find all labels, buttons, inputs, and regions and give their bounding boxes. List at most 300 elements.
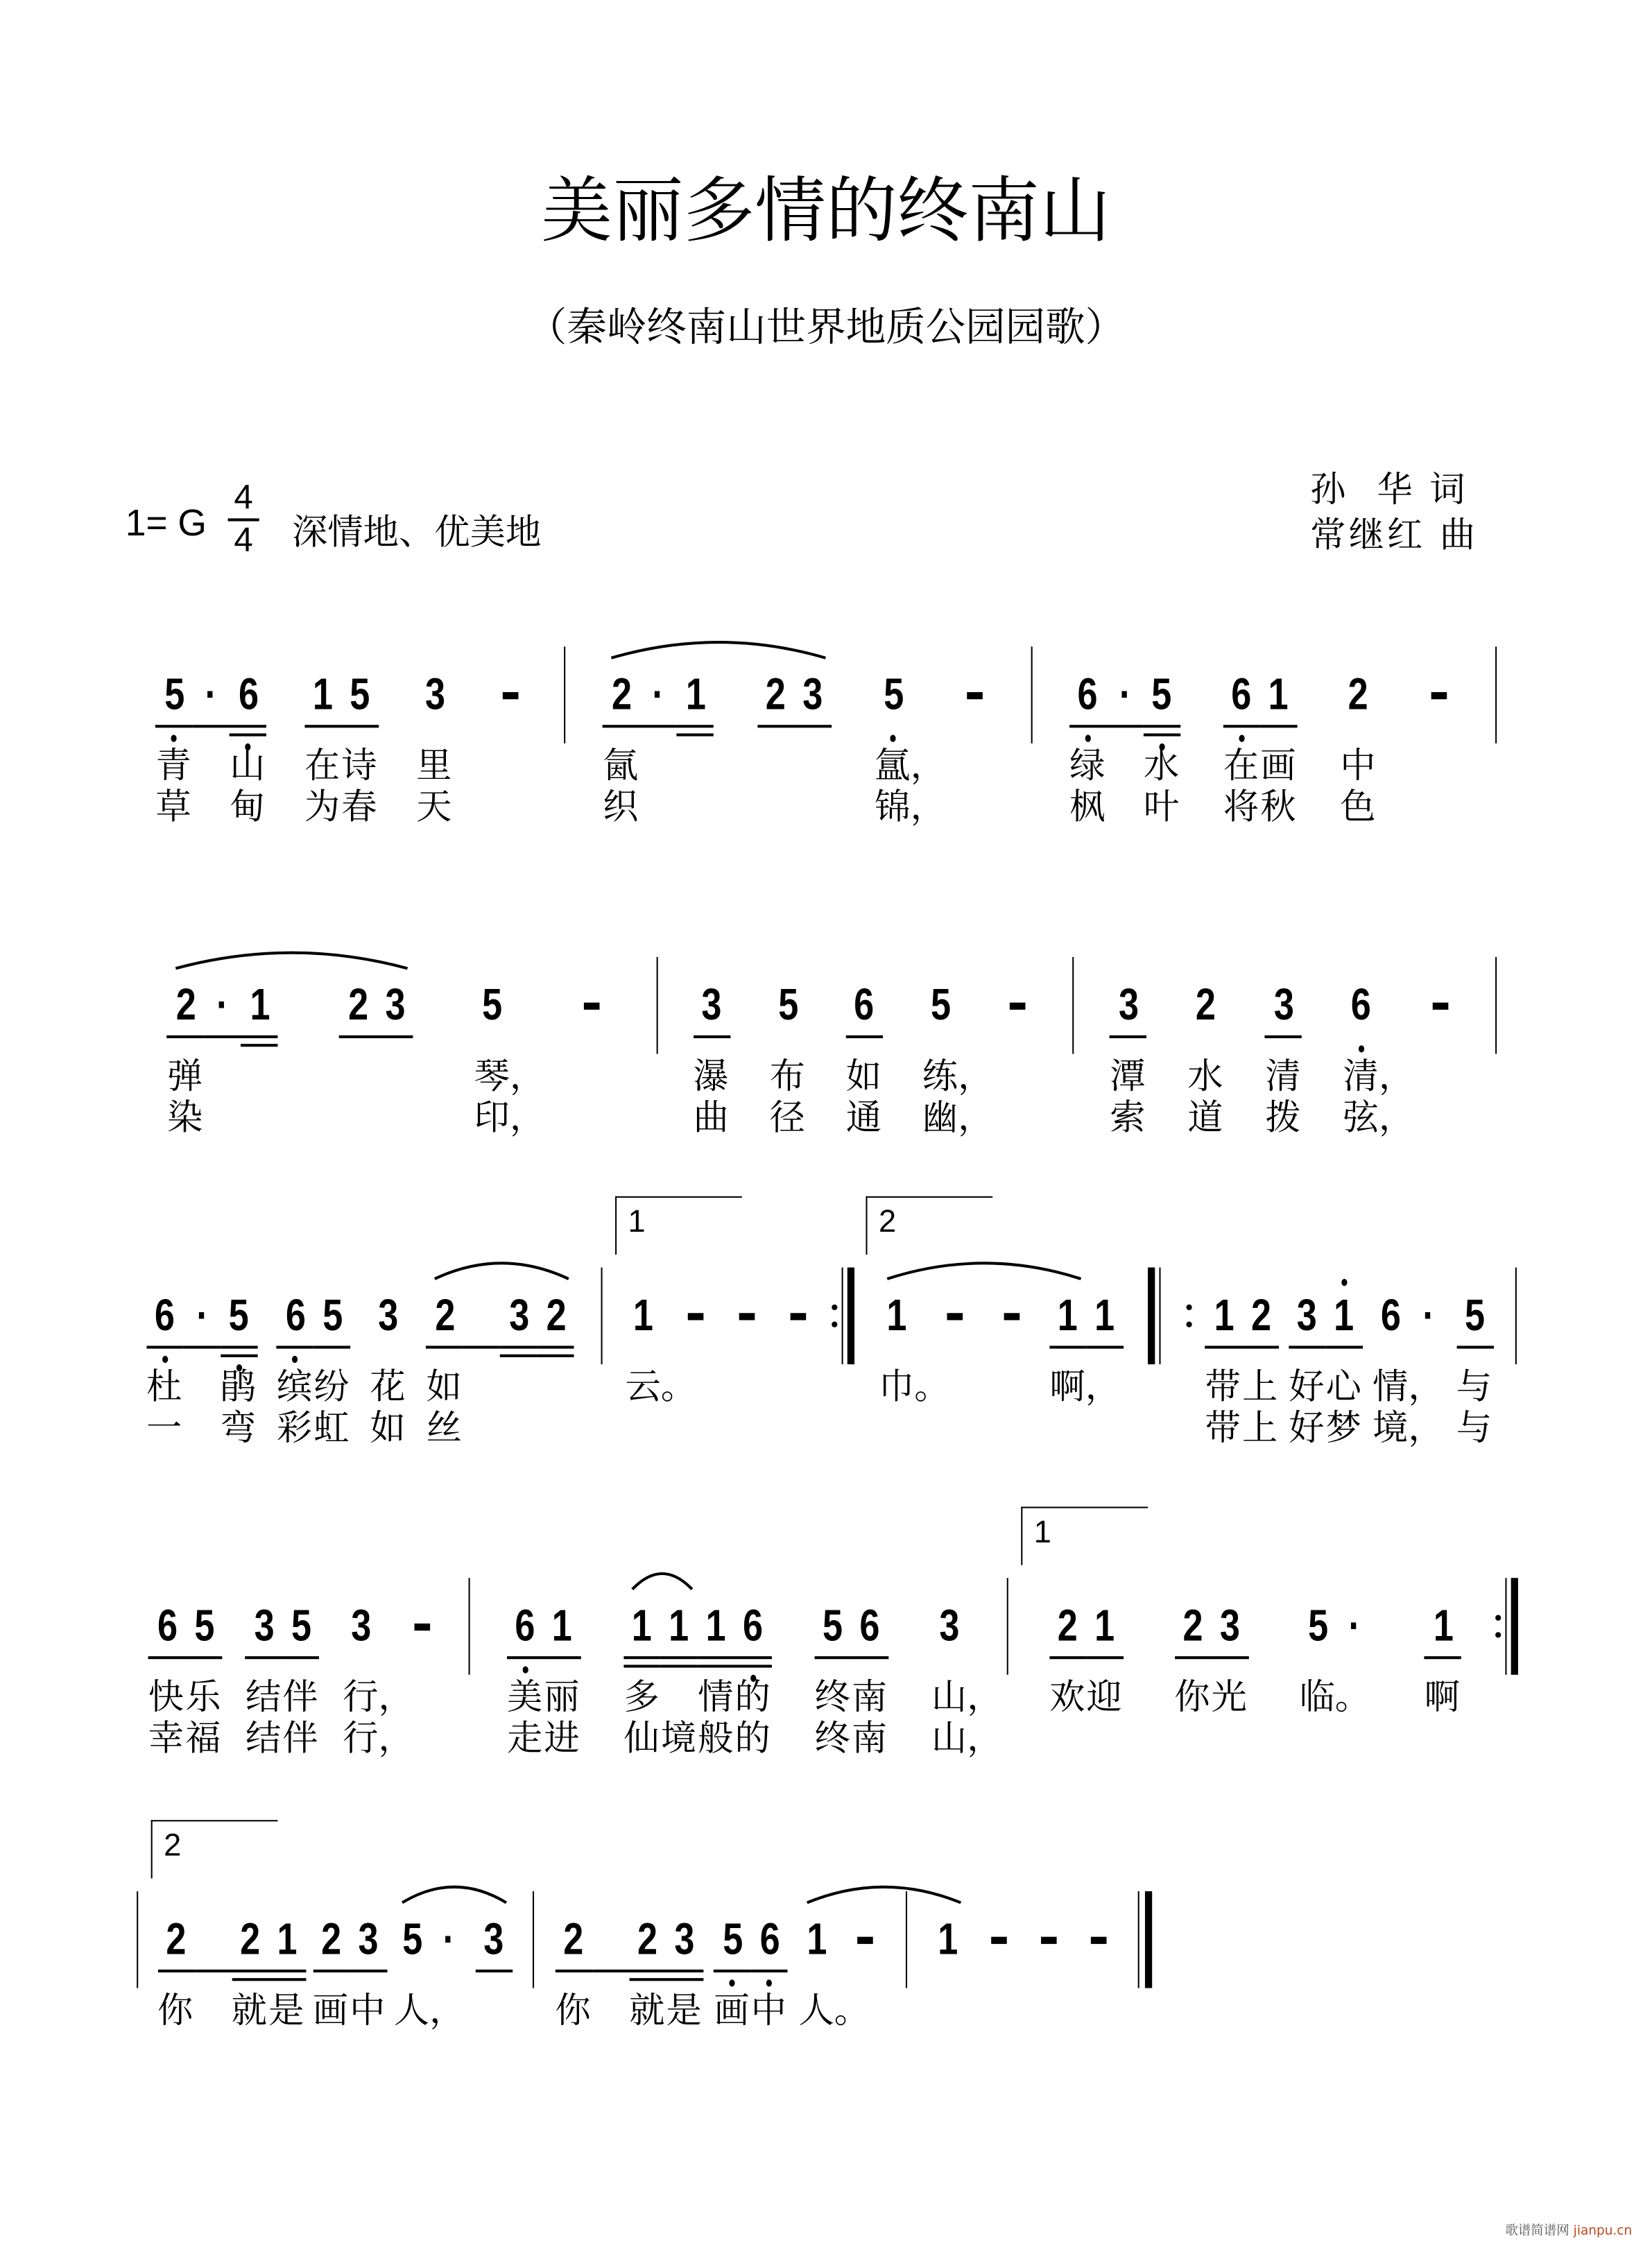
note-number: 2 xyxy=(1182,1601,1203,1651)
note-number: 2 xyxy=(175,979,196,1030)
lyric-syllable: 伴 xyxy=(282,1717,318,1759)
note-number: 2 xyxy=(166,1913,187,1964)
barline-single xyxy=(460,1595,477,1658)
measure xyxy=(1168,1284,1507,1449)
beat-group xyxy=(1420,664,1456,726)
lyric-syllable: 布 xyxy=(769,1055,806,1097)
note-number: 2 xyxy=(320,1913,341,1964)
note xyxy=(639,664,676,726)
low-octave-dot xyxy=(171,735,177,742)
underline xyxy=(507,1656,544,1659)
dash-mark xyxy=(947,1313,963,1320)
underline xyxy=(639,725,676,728)
underline xyxy=(1425,1656,1461,1659)
beat-group xyxy=(779,1284,816,1347)
lyric-syllable: 走 xyxy=(507,1717,543,1759)
note xyxy=(750,1909,788,2031)
note xyxy=(1069,664,1106,828)
barline-single xyxy=(998,1595,1015,1658)
lyric-syllable: 进 xyxy=(544,1717,580,1759)
barline-stroke xyxy=(842,1268,843,1365)
lyric-syllable: 氲， xyxy=(875,744,947,786)
note-number: 6 xyxy=(1078,669,1099,719)
note-number: 6 xyxy=(743,1601,764,1651)
lyric-syllable: 好 xyxy=(1289,1407,1325,1449)
lyric-syllable: 道 xyxy=(1187,1096,1223,1138)
note-number: 1 xyxy=(632,1601,653,1651)
note xyxy=(1265,974,1302,1138)
lyric-syllable: 中 xyxy=(750,1989,787,2031)
underline xyxy=(304,725,341,728)
note xyxy=(1409,1284,1446,1347)
underline xyxy=(376,1035,413,1038)
beat-group xyxy=(1424,1595,1461,1718)
lyric-syllable: 虹 xyxy=(313,1407,350,1449)
lyric-syllable: 境 xyxy=(660,1717,697,1759)
lyric-syllable: 你 xyxy=(157,1989,193,2031)
lyric-syllable: 山 xyxy=(230,744,266,786)
barline-single xyxy=(648,974,665,1037)
note-number: 5 xyxy=(164,669,184,719)
underline-double xyxy=(629,1978,666,1981)
beat-group xyxy=(491,664,528,726)
lyric-syllable: 人， xyxy=(393,1989,465,2031)
beat-group xyxy=(798,1909,870,2031)
underline xyxy=(232,1970,268,1972)
lyric-syllable: 弹 xyxy=(167,1055,203,1097)
lyric-syllable: 上 xyxy=(1241,1407,1278,1449)
underline xyxy=(185,1656,222,1659)
underline xyxy=(1086,1656,1123,1659)
note xyxy=(146,1284,183,1449)
note-number: 5 xyxy=(350,669,370,719)
beat-group xyxy=(1174,1595,1248,1718)
note-number: 1 xyxy=(887,1290,908,1341)
beat-group xyxy=(845,974,883,1138)
dash-extension xyxy=(491,664,528,726)
note xyxy=(1143,664,1180,828)
lyric-syllable: 好 xyxy=(1289,1366,1325,1407)
note xyxy=(714,1909,750,2031)
note-number: 3 xyxy=(802,669,823,719)
underline xyxy=(157,1970,194,1972)
dash-mark xyxy=(688,1313,704,1320)
note xyxy=(1373,1284,1444,1449)
lyric-syllable: 心 xyxy=(1325,1366,1362,1407)
underline xyxy=(1174,1656,1211,1659)
note xyxy=(537,1284,574,1347)
lyric-syllable: 与 xyxy=(1456,1407,1492,1449)
note xyxy=(1325,1284,1363,1449)
beat-group xyxy=(1340,664,1377,828)
dash-extension xyxy=(572,974,609,1037)
lyric-syllable: 般 xyxy=(698,1717,734,1759)
repeat-dot xyxy=(832,1305,837,1310)
underline xyxy=(846,1035,883,1038)
note xyxy=(1289,1284,1325,1449)
note-number: 1 xyxy=(706,1601,727,1651)
underline xyxy=(313,1345,350,1348)
measure xyxy=(128,974,648,1138)
dash-extension xyxy=(1420,664,1456,726)
time-signature-bottom: 4 xyxy=(234,521,253,560)
note xyxy=(878,1284,950,1407)
lyric-syllable: 草 xyxy=(155,786,191,828)
volta-number: 1 xyxy=(1033,1513,1051,1550)
beat-group xyxy=(1110,974,1146,1138)
underline xyxy=(463,1345,500,1348)
note xyxy=(312,1909,350,2031)
lyric-syllable: 画 xyxy=(1260,744,1296,786)
beat-group xyxy=(955,664,992,726)
note-number: 5 xyxy=(883,669,904,719)
beat-group xyxy=(304,664,379,828)
barline-single xyxy=(1487,664,1504,726)
lyric-syllable: 的 xyxy=(734,1717,771,1759)
note xyxy=(1340,664,1377,828)
lyric-syllable: 弦， xyxy=(1343,1096,1415,1138)
note-number: 3 xyxy=(254,1601,275,1651)
dash-extension xyxy=(999,974,1035,1037)
note xyxy=(500,1284,537,1347)
lyric-syllable: 多 xyxy=(623,1676,660,1718)
lyric-syllable: 行， xyxy=(343,1717,414,1759)
beat-group xyxy=(426,1284,574,1449)
note-number: 5 xyxy=(823,1601,843,1651)
note xyxy=(1343,974,1415,1138)
lyric-syllable: 迎 xyxy=(1086,1676,1122,1718)
lyric-syllable: 你 xyxy=(1174,1676,1210,1718)
barline-stroke xyxy=(1145,1891,1152,1988)
beat-group xyxy=(1456,1284,1493,1449)
note xyxy=(350,1909,386,2031)
beat-group xyxy=(999,974,1035,1037)
beat-group xyxy=(1049,1595,1124,1718)
note-number: 2 xyxy=(1058,1601,1078,1651)
dash-mark xyxy=(991,1937,1007,1944)
note xyxy=(1106,664,1143,726)
beat-group xyxy=(769,974,807,1138)
barline-single xyxy=(1022,664,1040,726)
slur xyxy=(633,1574,692,1590)
beat-group xyxy=(603,664,714,828)
note-number: 2 xyxy=(1196,979,1216,1030)
note xyxy=(431,1909,467,1971)
barline-stroke xyxy=(1515,1268,1517,1365)
note-number: 1 xyxy=(1058,1290,1078,1341)
underline xyxy=(544,1656,580,1659)
note-number: 5 xyxy=(1307,1601,1328,1651)
lyric-syllable: 如 xyxy=(426,1366,462,1407)
note xyxy=(929,1909,966,1971)
beat-group xyxy=(992,1284,1029,1347)
barline-single xyxy=(897,1909,915,1971)
note-number: 3 xyxy=(701,979,722,1030)
barline-stroke xyxy=(1495,646,1497,743)
beat-group xyxy=(1265,974,1302,1138)
lyric-syllable: 中 xyxy=(1340,744,1376,786)
underline xyxy=(341,725,378,728)
volta-bracket xyxy=(866,1196,992,1255)
note-number: 5 xyxy=(291,1601,311,1651)
volta-bracket xyxy=(1021,1506,1148,1565)
beat-group xyxy=(157,1909,306,2031)
note xyxy=(167,974,204,1138)
score-system-2 xyxy=(128,974,1504,1138)
note xyxy=(666,1909,703,2031)
note xyxy=(1336,1595,1373,1658)
lyric-syllable: 结 xyxy=(245,1676,282,1718)
note xyxy=(603,664,639,828)
note-number: 5 xyxy=(1152,669,1173,719)
note-number: 2 xyxy=(611,669,632,719)
note-number: 6 xyxy=(1232,669,1253,719)
lyric-syllable: 仙 xyxy=(623,1717,660,1759)
note xyxy=(555,1909,592,2031)
note xyxy=(1049,1284,1121,1407)
note-number: 1 xyxy=(1094,1290,1115,1341)
beat-group xyxy=(343,1595,414,1759)
lyric-syllable: 中 xyxy=(350,1989,386,2031)
lyric-syllable: 织 xyxy=(603,786,639,828)
underline xyxy=(815,1656,852,1659)
dash-mark xyxy=(502,692,518,699)
note xyxy=(1205,1284,1242,1449)
beat-group xyxy=(416,664,453,828)
underline-double xyxy=(537,1354,574,1357)
measure xyxy=(914,1909,1132,1971)
barline-stroke xyxy=(906,1891,907,1988)
note xyxy=(660,1595,698,1759)
underline xyxy=(794,725,831,728)
note-number: 1 xyxy=(1094,1601,1115,1651)
underline xyxy=(193,725,230,728)
lyric-syllable: 水 xyxy=(1187,1055,1223,1097)
note-number: 5 xyxy=(1464,1290,1485,1341)
beat-group xyxy=(1080,1909,1117,1971)
beat-group xyxy=(846,1909,883,1971)
dash-mark xyxy=(583,1003,599,1010)
underline xyxy=(1049,1656,1086,1659)
measure xyxy=(128,1284,592,1449)
repeat-dot xyxy=(1495,1615,1501,1621)
low-octave-dot xyxy=(1239,735,1244,742)
beat-group xyxy=(1223,664,1298,828)
underline xyxy=(230,725,266,728)
score-system-4 xyxy=(128,1513,1524,1759)
barline-stroke xyxy=(847,1268,854,1365)
dash-extension xyxy=(979,1909,1016,1971)
note xyxy=(231,1909,268,2031)
underline xyxy=(592,1970,629,1972)
note xyxy=(183,1284,220,1347)
barline-repeat-end xyxy=(1495,1595,1524,1658)
lyric-syllable: 拨 xyxy=(1265,1096,1301,1138)
low-octave-dot xyxy=(730,1979,735,1986)
lyric-syllable: 将 xyxy=(1223,786,1259,828)
lyric-syllable: 快 xyxy=(148,1676,184,1718)
underline xyxy=(751,1970,788,1972)
underline xyxy=(623,1656,660,1659)
volta-bracket xyxy=(615,1196,742,1255)
note-number: 5 xyxy=(228,1290,249,1341)
underline xyxy=(221,1345,257,1348)
note-number: 3 xyxy=(1219,1601,1240,1651)
underline xyxy=(167,1035,204,1038)
note-number: 6 xyxy=(1351,979,1372,1030)
note xyxy=(922,974,994,1138)
lyric-syllable: 美 xyxy=(507,1676,543,1718)
note-number: 6 xyxy=(515,1601,536,1651)
lyric-syllable: 情 xyxy=(698,1676,734,1718)
lyric-syllable: 枫 xyxy=(1069,786,1105,828)
beat-group xyxy=(1289,1284,1363,1449)
underline xyxy=(500,1345,537,1348)
note-number: 5 xyxy=(402,1913,422,1964)
note xyxy=(544,1595,580,1759)
barline-stroke xyxy=(601,1268,603,1365)
underline xyxy=(246,1656,282,1659)
low-octave-dot xyxy=(292,1356,298,1363)
note xyxy=(814,1595,852,1759)
beat-group xyxy=(1187,974,1224,1138)
beat-group xyxy=(931,1595,1003,1759)
note xyxy=(204,974,241,1037)
lyric-syllable: 山， xyxy=(931,1676,1003,1718)
barline-stroke xyxy=(1031,646,1033,743)
underline xyxy=(1223,725,1260,728)
augmentation-dot: · xyxy=(1422,1290,1434,1341)
note-number: 3 xyxy=(1118,979,1139,1030)
slur xyxy=(807,1887,961,1903)
underline-double xyxy=(623,1665,660,1667)
underline-double xyxy=(1144,734,1180,737)
note xyxy=(370,1284,406,1449)
time-signature-top: 4 xyxy=(234,478,253,517)
note xyxy=(625,1284,697,1407)
beat-group xyxy=(339,974,413,1037)
beat-group xyxy=(875,664,947,828)
score-system-5 xyxy=(128,1827,1158,2031)
lyric-syllable: 云。 xyxy=(625,1366,697,1407)
dash-extension xyxy=(1421,974,1458,1037)
repeat-dot xyxy=(1495,1632,1501,1637)
note-number: 3 xyxy=(674,1913,695,1964)
beat-group xyxy=(245,1595,320,1759)
note xyxy=(875,664,947,828)
note xyxy=(416,664,453,828)
dash-extension xyxy=(403,1595,440,1658)
underline-double xyxy=(230,734,266,737)
note xyxy=(1087,1284,1124,1347)
lyric-syllable: 在 xyxy=(1223,744,1259,786)
measure xyxy=(128,664,556,828)
underline xyxy=(426,1345,463,1348)
dash-mark xyxy=(1041,1937,1057,1944)
note-number: 6 xyxy=(759,1913,780,1964)
lyric-syllable: 结 xyxy=(245,1717,282,1759)
note-number: 1 xyxy=(633,1290,654,1341)
lyric-syllable: 行， xyxy=(343,1676,414,1718)
barline-repeat-end xyxy=(832,1284,860,1347)
dash-extension xyxy=(728,1284,764,1347)
barline-single xyxy=(556,664,573,726)
augmentation-dot: · xyxy=(443,1913,456,1964)
lyric-syllable: 青 xyxy=(155,744,191,786)
beat-group xyxy=(1030,1909,1067,1971)
barline-single xyxy=(1064,974,1081,1037)
beat-group xyxy=(714,1909,788,2031)
note xyxy=(185,1595,222,1759)
beat-group xyxy=(979,1909,1016,1971)
note xyxy=(339,974,376,1037)
score-system-1 xyxy=(128,664,1504,828)
barline-single xyxy=(524,1909,542,1971)
note xyxy=(1110,974,1146,1138)
note xyxy=(282,1595,319,1759)
note xyxy=(276,1284,313,1449)
underline xyxy=(603,725,639,728)
dash-mark xyxy=(1010,1003,1026,1010)
underline xyxy=(1265,1035,1302,1038)
composer-credit: 常继红 曲 xyxy=(1310,514,1479,556)
note-number: 1 xyxy=(1432,1601,1453,1651)
underline xyxy=(183,1345,220,1348)
measure xyxy=(145,1827,524,2031)
barline-stroke xyxy=(137,1891,138,1988)
lyric-syllable: 人。 xyxy=(798,1989,870,2031)
note xyxy=(157,1909,194,2031)
note-number: 1 xyxy=(938,1913,958,1964)
lyric-syllable: 绿 xyxy=(1069,744,1105,786)
barline-stroke xyxy=(1505,1578,1506,1675)
lyric-syllable: 花 xyxy=(370,1366,406,1407)
lyric-syllable: 曲 xyxy=(693,1096,729,1138)
beat-group xyxy=(276,1284,351,1449)
lyric-syllable: 如 xyxy=(370,1407,406,1449)
slur xyxy=(611,642,825,658)
augmentation-dot: · xyxy=(652,669,664,719)
time-signature xyxy=(228,478,259,560)
barline-stroke xyxy=(564,646,565,743)
note xyxy=(1174,1595,1211,1718)
barline-stroke xyxy=(533,1891,534,1988)
underline xyxy=(148,1656,185,1659)
beat-group xyxy=(167,974,278,1138)
beat-group xyxy=(312,1909,387,2031)
dash-mark xyxy=(1432,1003,1448,1010)
dash-mark xyxy=(858,1937,874,1944)
repeat-dot xyxy=(1187,1322,1192,1327)
beat-group xyxy=(475,1909,512,1971)
underline-double xyxy=(241,1044,278,1047)
barline-stroke xyxy=(1138,1891,1139,1988)
lyric-syllable: 一 xyxy=(146,1407,182,1449)
note-number: 3 xyxy=(424,669,445,719)
score-system-3 xyxy=(128,1203,1524,1449)
dash-mark xyxy=(739,1313,755,1320)
note xyxy=(341,664,378,828)
note-number: 3 xyxy=(351,1601,372,1651)
lyric-syllable: 清， xyxy=(1343,1055,1415,1097)
lyric-syllable: 诗 xyxy=(341,744,377,786)
watermark xyxy=(1505,2220,1632,2239)
beat-group xyxy=(507,1595,581,1759)
note xyxy=(1456,1284,1493,1449)
lyric-syllable: 里 xyxy=(416,744,452,786)
barline-heavy-double xyxy=(1142,1284,1168,1347)
slur xyxy=(435,1263,569,1279)
